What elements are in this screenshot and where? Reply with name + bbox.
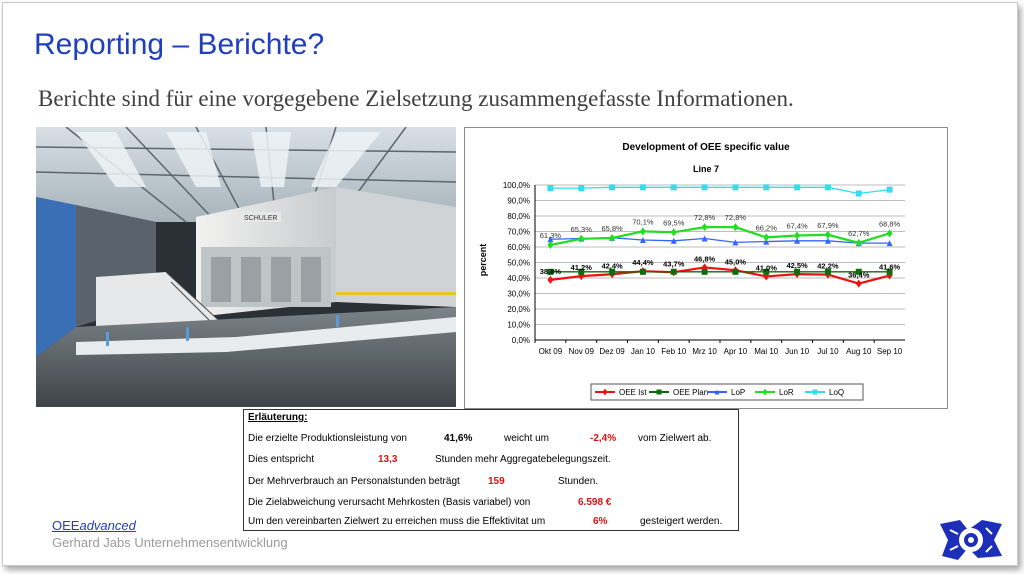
y-tick-label: 100,0% [502,181,530,190]
oee-chart [464,127,948,409]
x-tick-label: Mrz 10 [692,347,717,356]
data-point [856,191,862,197]
data-point [887,187,893,193]
data-label: 44,4% [632,258,654,268]
row-value: 41,6% [444,433,473,444]
y-tick-label: 30,0% [507,289,530,299]
x-tick-label: Okt 09 [538,347,563,356]
data-label: 42,5% [786,261,808,271]
brand-prefix: OEE [52,518,80,533]
data-point [732,269,738,275]
data-point [578,185,584,191]
x-tick-label: Apr 10 [723,347,748,356]
row-text: Dies entspricht [248,454,315,465]
data-point [702,223,708,231]
data-point [887,229,893,237]
y-tick-label: 50,0% [507,258,530,268]
explanation-row [248,497,736,513]
x-tick-label: Dez 09 [599,347,625,356]
chart-subtitle: Line 7 [692,164,720,174]
y-tick-label: 40,0% [507,274,530,283]
data-point [609,234,615,242]
data-point [578,235,584,243]
row-text: Stunden. [558,476,599,487]
data-label: 67,4% [786,221,808,231]
data-point [671,228,677,236]
y-tick-label: 90,0% [507,196,530,206]
explanation-box [243,409,739,531]
y-tick-label: 10,0% [507,320,530,330]
x-tick-label: Jul 10 [817,347,839,356]
data-label: 70,1% [632,217,654,227]
row-value-red: -2,4% [590,433,617,444]
explanation-row [248,454,736,470]
y-axis-label: percent [478,243,488,277]
data-point [640,184,646,190]
data-label: 72,8% [693,213,716,223]
row-text: Stunden mehr Aggregatebelegungszeit. [435,454,611,465]
row-text: vom Zielwert ab. [638,433,712,444]
data-point [702,184,708,190]
explanation-row [248,516,736,532]
legend-marker [813,390,818,395]
row-text: weicht um [504,433,550,444]
data-point [794,232,800,240]
chart-title: Development of OEE specific value [622,142,790,153]
row-text: Der Mehrverbrauch an Personalstunden beträgt [248,476,460,487]
row-text: Die Zielabweichung verursacht Mehrkosten (Basis variabel) von [248,497,531,508]
factory-photo [36,127,456,407]
data-point [702,269,708,275]
y-tick-label: 80,0% [507,212,530,221]
data-point [856,280,862,288]
legend-label: LoQ [829,388,845,397]
row-value-red: 6.598 € [578,497,612,508]
data-label: 45,0% [724,257,747,267]
data-label: 67,9% [817,220,839,230]
x-tick-label: Aug 10 [846,347,872,356]
data-label: 61,3% [539,230,562,240]
footer-brand-link[interactable] [52,518,136,533]
explanation-row [248,433,736,449]
x-tick-label: Jun 10 [785,347,810,356]
data-label: 36,4% [848,270,870,280]
legend-label: LoP [731,388,746,397]
data-point [825,184,831,190]
data-point [640,227,646,235]
company-logo [938,516,1004,562]
y-tick-label: 20,0% [507,305,530,314]
data-point [609,184,615,190]
data-point [794,184,800,190]
slide-subtitle: Berichte sind für eine vorgegebene Zielsetzung zusammengefasste Informationen. [38,86,794,111]
data-label: 65,3% [570,224,592,234]
legend-marker [657,390,662,395]
data-point [547,185,553,191]
y-tick-label: 70,0% [507,227,530,237]
row-value-red: 6% [593,516,608,527]
series-line-loq [550,187,889,193]
data-point [547,276,553,284]
data-point [732,223,738,231]
row-text: Um den vereinbarten Zielwert zu erreichen muss die Effektivitat um [248,516,546,527]
x-tick-label: Mai 10 [754,347,779,356]
x-tick-label: Sep 10 [876,347,903,356]
data-label: 69,5% [663,218,685,228]
row-text: gesteigert werden. [640,516,723,527]
explanation-row [248,476,736,492]
data-point [763,233,769,241]
data-label: 41,0% [755,263,777,273]
y-tick-label: 0,0% [511,336,530,345]
data-point [671,184,677,190]
legend-label: OEE Ist [619,388,647,397]
slide-title: Reporting – Berichte? [34,28,325,61]
brand-suffix: advanced [79,518,136,533]
data-point [763,184,769,190]
x-tick-label: Nov 09 [568,347,594,356]
data-label: 41,6% [878,262,901,272]
machine-label: SCHULER [244,215,278,222]
data-label: 41,2% [570,263,592,273]
legend-label: LoR [779,388,794,397]
data-label: 68,8% [878,219,901,229]
y-tick-label: 60,0% [507,243,530,252]
data-label: 43,7% [663,259,685,269]
legend-label: OEE Plan [673,388,709,397]
data-label: 72,8% [724,213,747,223]
footer-company: Gerhard Jabs Unternehmensentwicklung [52,535,288,550]
x-tick-label: Feb 10 [661,347,687,356]
data-label: 62,7% [848,228,870,238]
data-label: 66,2% [755,223,777,233]
data-point [640,269,646,275]
explanation-title: Erläuterung: [248,412,308,423]
data-label: 38,8% [539,266,562,276]
row-value-red: 13,3 [378,454,398,465]
row-value-red: 159 [488,476,505,487]
data-point [732,184,738,190]
data-label: 46,8% [693,254,716,264]
x-tick-label: Jan 10 [630,347,655,356]
data-point [671,269,677,275]
data-label: 42,2% [817,261,839,271]
row-text: Die erzielte Produktionsleistung von [248,433,407,444]
data-label: 65,8% [601,224,623,234]
data-label: 42,4% [601,261,623,271]
